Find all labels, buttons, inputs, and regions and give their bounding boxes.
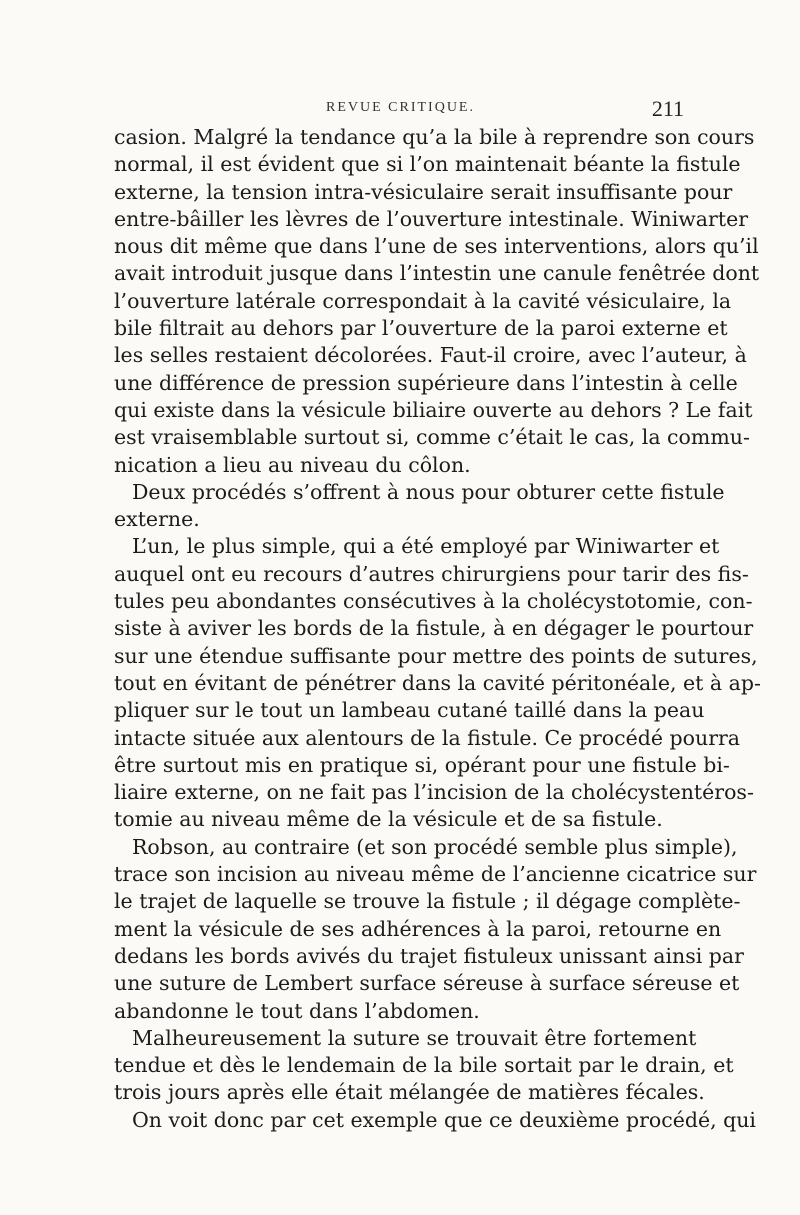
- text-line: Deux procédés s’offrent à nous pour obturer cette fistule: [132, 479, 725, 504]
- text-line: Robson, au contraire (et son procédé semble plus simple),: [132, 834, 738, 859]
- text-line: L’un, le plus simple, qui a été employé par Winiwarter et: [132, 534, 720, 559]
- text-line: siste à aviver les bords de la fistule, à en dégager le pourtour: [114, 616, 754, 641]
- text-line: ment la vésicule de ses adhérences à la paroi, retourne en: [114, 916, 722, 941]
- text-line: liaire externe, on ne fait pas l’incision de la cholécystentéros-: [114, 780, 754, 805]
- text-line: externe, la tension intra-vésiculaire serait insuffisante pour: [114, 179, 733, 204]
- text-line: tendue et dès le lendemain de la bile sortait par le drain, et: [114, 1053, 734, 1078]
- page-number: 211: [651, 96, 684, 121]
- text-line: nous dit même que dans l’une de ses interventions, alors qu’il: [114, 234, 759, 259]
- text-line: bile filtrait au dehors par l’ouverture de la paroi externe et: [114, 316, 728, 341]
- text-line: trace son incision au niveau même de l’ancienne cicatrice sur: [114, 862, 757, 887]
- text-line: être surtout mis en pratique si, opérant pour une fistule bi-: [114, 752, 730, 777]
- text-line: avait introduit jusque dans l’intestin une canule fenêtrée dont: [114, 261, 760, 286]
- text-line: casion. Malgré la tendance qu’a la bile à reprendre son cours: [114, 125, 755, 149]
- running-head: [114, 96, 684, 122]
- text-line: Malheureusement la suture se trouvait être fortement: [132, 1025, 697, 1050]
- text-line: les selles restaient décolorées. Faut-il croire, avec l’auteur, à: [114, 343, 747, 368]
- text-line: On voit donc par cet exemple que ce deuxième procédé, qui: [132, 1107, 756, 1132]
- text-line: normal, il est évident que si l’on maintenait béante la fistule: [114, 152, 741, 177]
- text-line: nication a lieu au niveau du côlon.: [114, 452, 471, 477]
- text-line: auquel ont eu recours d’autres chirurgiens pour tarir des fis-: [114, 561, 749, 586]
- body-text: [114, 124, 761, 1134]
- text-line: tout en évitant de pénétrer dans la cavité péritonéale, et à ap-: [114, 670, 761, 695]
- text-line: tomie au niveau même de la vésicule et de sa fistule.: [114, 807, 663, 832]
- text-line: une différence de pression supérieure dans l’intestin à celle: [114, 370, 738, 395]
- text-line: qui existe dans la vésicule biliaire ouverte au dehors ? Le fait: [114, 397, 753, 422]
- running-title: REVUE CRITIQUE.: [326, 100, 475, 115]
- text-line: une suture de Lembert surface séreuse à surface séreuse et: [114, 971, 740, 996]
- text-line: abandonne le tout dans l’abdomen.: [114, 998, 480, 1023]
- text-line: intacte située aux alentours de la fistule. Ce procédé pourra: [114, 725, 741, 750]
- text-line: externe.: [114, 507, 200, 532]
- text-line: est vraisemblable surtout si, comme c’était le cas, la commu-: [114, 425, 750, 450]
- text-line: tules peu abondantes consécutives à la cholécystotomie, con-: [114, 589, 753, 614]
- text-line: sur une étendue suffisante pour mettre des points de sutures,: [114, 643, 758, 668]
- text-line: entre-bâiller les lèvres de l’ouverture intestinale. Winiwarter: [114, 206, 748, 231]
- text-line: pliquer sur le tout un lambeau cutané taillé dans la peau: [114, 698, 705, 723]
- text-line: le trajet de laquelle se trouve la fistule ; il dégage complète-: [114, 889, 741, 914]
- text-line: dedans les bords avivés du trajet fistuleux unissant ainsi par: [114, 943, 744, 968]
- text-line: trois jours après elle était mélangée de matières fécales.: [114, 1080, 705, 1105]
- text-line: l’ouverture latérale correspondait à la cavité vésiculaire, la: [114, 288, 732, 313]
